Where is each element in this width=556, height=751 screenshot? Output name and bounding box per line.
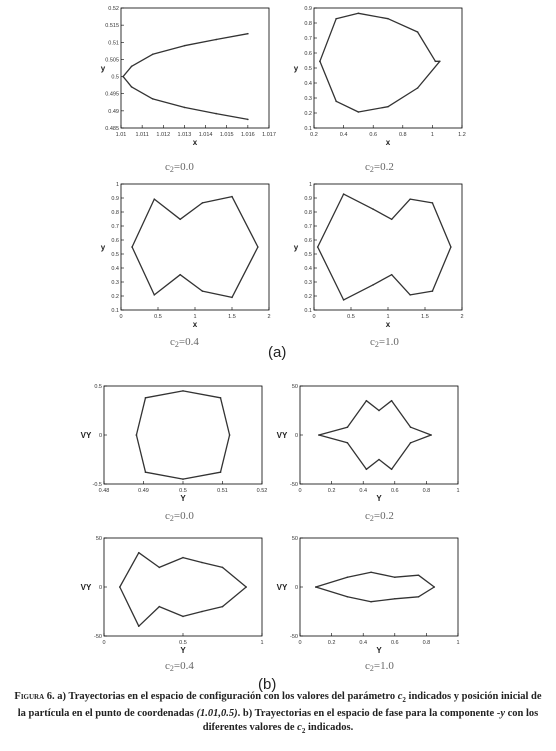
- y-tick-label: 0.2: [304, 111, 312, 117]
- data-point: [347, 442, 349, 444]
- y-tick-label: 0.8: [304, 210, 312, 216]
- param-label-a1: $c_2=0.0$: [165, 161, 194, 174]
- data-point: [131, 86, 133, 88]
- data-point: [182, 478, 184, 480]
- y-tick-label: 0.7: [304, 36, 312, 42]
- y-tick-label: 50: [291, 384, 298, 390]
- y-tick-label: 50: [291, 536, 298, 542]
- data-point: [131, 65, 133, 67]
- x-tick-label: 0.51: [217, 488, 228, 494]
- data-point: [182, 557, 184, 559]
- x-axis-label: Y: [180, 494, 186, 503]
- y-tick-label: 0.9: [304, 196, 312, 202]
- param-label-b3: $c_2=0.4$: [165, 660, 194, 673]
- x-tick-label: 1.5: [421, 314, 429, 320]
- x-axis-label: Y: [180, 646, 186, 655]
- y-tick-label: 0: [294, 585, 298, 591]
- data-point: [366, 400, 368, 402]
- caption-text-2: indicados y posición inicial de la partícula en el punto de coordenadas: [17, 691, 542, 720]
- y-tick-label: 0.6: [304, 238, 312, 244]
- plot-frame: [104, 386, 262, 484]
- caption-param: c: [397, 691, 403, 702]
- data-point: [145, 471, 147, 473]
- y-tick-label: 0.8: [304, 21, 312, 27]
- y-tick-label: 0.5: [111, 252, 119, 258]
- x-axis-label: x: [385, 138, 391, 147]
- y-tick-label: 0.51: [108, 40, 119, 47]
- data-point: [245, 586, 247, 588]
- data-point: [138, 625, 140, 627]
- y-tick-label: -50: [290, 482, 298, 488]
- y-axis-label: y: [293, 64, 299, 73]
- y-tick-label: 0: [98, 433, 102, 439]
- plot-frame: [104, 538, 262, 636]
- data-point: [439, 61, 441, 63]
- chart-a3: [95, 178, 275, 332]
- x-tick-label: 0.5: [179, 488, 187, 494]
- x-tick-label: 0.8: [398, 132, 407, 138]
- panel-a3: [95, 178, 275, 332]
- x-tick-label: 1.015: [219, 132, 234, 138]
- plot-frame: [314, 184, 462, 310]
- y-tick-label: 0.5: [111, 74, 119, 81]
- x-axis-label: Y: [376, 494, 382, 503]
- param-label-b1: $c_2=0.0$: [165, 510, 194, 523]
- data-point: [215, 113, 217, 115]
- data-point: [215, 39, 217, 41]
- data-point: [222, 567, 224, 569]
- series-line-0: [320, 13, 440, 112]
- x-tick-label: 1.2: [458, 132, 466, 138]
- data-point: [184, 45, 186, 47]
- series-line-0: [132, 197, 258, 298]
- data-point: [418, 574, 420, 576]
- chart-b4: [274, 532, 464, 658]
- data-point: [220, 397, 222, 399]
- x-tick-label: 0.6: [390, 488, 399, 494]
- data-point: [409, 198, 411, 200]
- data-point: [201, 611, 203, 613]
- data-point: [347, 596, 349, 598]
- x-tick-label: 1: [456, 640, 460, 646]
- y-tick-label: 1: [308, 182, 312, 188]
- data-point: [418, 596, 420, 598]
- data-point: [231, 297, 233, 299]
- data-point: [229, 434, 231, 436]
- data-point: [410, 426, 412, 428]
- data-point: [358, 13, 360, 15]
- param-label-a3: $c_2=0.4$: [170, 336, 199, 349]
- y-tick-label: 0.8: [111, 210, 119, 216]
- data-point: [347, 576, 349, 578]
- y-axis-label: y: [100, 64, 106, 73]
- caption-label: Figura 6.: [14, 691, 55, 702]
- y-tick-label: 0.4: [304, 81, 312, 87]
- x-tick-label: 0.8: [422, 640, 431, 646]
- data-point: [394, 598, 396, 600]
- y-axis-label: VY: [80, 583, 92, 592]
- data-point: [154, 294, 156, 296]
- data-point: [335, 18, 337, 20]
- y-tick-label: 1: [115, 182, 119, 188]
- caption-text-3: . b) Trayectorias en el espacio de fase para la componente: [237, 708, 497, 720]
- data-point: [391, 400, 393, 402]
- x-tick-label: 0.2: [327, 488, 336, 494]
- data-point: [391, 218, 393, 220]
- chart-a1: [95, 2, 275, 150]
- y-tick-label: 0.3: [304, 280, 312, 286]
- y-tick-label: 0.1: [304, 308, 312, 314]
- data-point: [417, 31, 419, 33]
- x-tick-label: 0.6: [390, 640, 399, 646]
- x-tick-label: 0.6: [369, 132, 378, 138]
- part-b-label: (b): [258, 676, 277, 693]
- plot-frame: [314, 8, 462, 128]
- series-line-0: [120, 553, 246, 627]
- panel-a4: [288, 178, 468, 332]
- y-tick-label: 0.7: [111, 224, 119, 230]
- data-point: [335, 101, 337, 103]
- x-tick-label: 0.8: [422, 488, 431, 494]
- data-point: [154, 198, 156, 200]
- y-tick-label: 0.5: [304, 66, 312, 72]
- x-tick-label: 1.014: [198, 132, 213, 138]
- data-point: [387, 106, 389, 108]
- y-tick-label: 0.3: [304, 96, 312, 102]
- figure-caption: [10, 690, 546, 738]
- data-point: [247, 119, 249, 121]
- data-point: [343, 299, 345, 301]
- series-line-0: [316, 572, 435, 601]
- y-tick-label: 0: [294, 433, 298, 439]
- data-point: [317, 246, 319, 248]
- data-point: [430, 434, 432, 436]
- series-line-0: [123, 34, 248, 120]
- data-point: [417, 87, 419, 89]
- data-point: [319, 61, 321, 63]
- data-point: [222, 606, 224, 608]
- y-tick-label: 0.5: [94, 384, 102, 390]
- caption-text-4: con los diferentes valores de: [202, 708, 539, 734]
- chart-a4: [288, 178, 468, 332]
- panel-b3: [78, 532, 268, 658]
- y-tick-label: 0.2: [304, 294, 312, 300]
- x-tick-label: 0.2: [327, 640, 336, 646]
- x-tick-label: 1.013: [177, 132, 192, 138]
- panel-b4: [274, 532, 464, 658]
- data-point: [378, 459, 380, 461]
- y-tick-label: 0.515: [105, 23, 119, 30]
- data-point: [372, 284, 374, 286]
- chart-b3: [78, 532, 268, 658]
- x-tick-label: 1.017: [262, 132, 276, 138]
- data-point: [202, 202, 204, 204]
- x-tick-label: 1: [260, 640, 264, 646]
- param-label-a4: $c_2=1.0$: [370, 336, 399, 349]
- caption-param-2: c: [297, 722, 302, 734]
- data-point: [434, 586, 436, 588]
- x-tick-label: 0: [298, 488, 302, 494]
- x-tick-label: 0.52: [256, 488, 268, 494]
- x-tick-label: 1.011: [135, 132, 149, 138]
- param-label-b4: $c_2=1.0$: [365, 660, 394, 673]
- data-point: [119, 586, 121, 588]
- x-tick-label: 0.4: [359, 640, 368, 646]
- y-tick-label: 0.4: [304, 266, 312, 272]
- y-tick-label: 0.1: [111, 308, 119, 314]
- y-tick-label: 0.2: [111, 294, 119, 300]
- x-tick-label: 0.5: [179, 640, 187, 646]
- data-point: [410, 442, 412, 444]
- x-tick-label: 0: [312, 314, 316, 320]
- data-point: [247, 33, 249, 35]
- x-tick-label: 1.012: [156, 132, 171, 138]
- chart-b2: [274, 380, 464, 506]
- y-tick-label: 0.6: [111, 238, 119, 244]
- data-point: [138, 552, 140, 554]
- data-point: [202, 290, 204, 292]
- y-axis-label: VY: [80, 431, 92, 440]
- data-point: [184, 107, 186, 109]
- y-tick-label: 0: [98, 585, 102, 591]
- y-tick-label: 0.52: [108, 6, 119, 12]
- y-tick-label: -50: [94, 634, 102, 640]
- x-tick-label: 1.01: [115, 132, 127, 138]
- chart-b1: [78, 380, 268, 506]
- data-point: [145, 397, 147, 399]
- panel-a1: [95, 2, 275, 150]
- y-tick-label: 0.6: [304, 51, 312, 57]
- x-tick-label: 0: [298, 640, 302, 646]
- data-point: [182, 616, 184, 618]
- y-axis-label: y: [293, 243, 299, 252]
- y-tick-label: 0.1: [304, 126, 312, 132]
- data-point: [372, 208, 374, 210]
- data-point: [136, 434, 138, 436]
- data-point: [315, 586, 317, 588]
- data-point: [343, 193, 345, 195]
- x-tick-label: 0.49: [138, 488, 149, 494]
- caption-coords: (1.01,0.5): [196, 708, 238, 720]
- part-a-label: (a): [268, 344, 287, 361]
- y-tick-label: 0.485: [105, 126, 119, 132]
- y-tick-label: 0.9: [111, 196, 119, 202]
- data-point: [152, 98, 154, 100]
- data-point: [152, 53, 154, 55]
- data-point: [391, 274, 393, 276]
- data-point: [131, 246, 133, 248]
- param-label-a2: $c_2=0.2$: [365, 161, 394, 174]
- chart-a2: [288, 2, 468, 150]
- data-point: [179, 274, 181, 276]
- series-line-0: [319, 401, 431, 470]
- x-axis-label: Y: [376, 646, 382, 655]
- series-line-0: [136, 391, 229, 479]
- data-point: [179, 218, 181, 220]
- x-tick-label: 1.5: [228, 314, 236, 320]
- x-tick-label: 1: [456, 488, 460, 494]
- y-axis-label: y: [100, 243, 106, 252]
- data-point: [435, 61, 437, 63]
- x-tick-label: 1: [386, 314, 390, 320]
- caption-param-sub: 2: [402, 696, 406, 705]
- data-point: [387, 18, 389, 20]
- y-tick-label: 0.5: [304, 252, 312, 258]
- data-point: [450, 246, 452, 248]
- x-tick-label: 2: [460, 314, 464, 320]
- data-point: [358, 111, 360, 113]
- x-tick-label: 0.4: [359, 488, 368, 494]
- data-point: [159, 606, 161, 608]
- data-point: [220, 471, 222, 473]
- y-tick-label: -0.5: [92, 482, 102, 488]
- data-point: [122, 76, 124, 78]
- y-tick-label: 0.3: [111, 280, 119, 286]
- y-tick-label: 0.9: [304, 6, 312, 12]
- data-point: [370, 572, 372, 574]
- x-axis-label: x: [192, 320, 198, 329]
- panel-b1: [78, 380, 268, 506]
- y-tick-label: 0.49: [108, 108, 119, 115]
- x-tick-label: 1: [193, 314, 197, 320]
- x-tick-label: 2: [267, 314, 271, 320]
- data-point: [391, 469, 393, 471]
- y-tick-label: 0.7: [304, 224, 312, 230]
- data-point: [394, 576, 396, 578]
- x-axis-label: x: [192, 138, 198, 147]
- caption-text-1: a) Trayectorias en el espacio de configuración con los valores del parámetro: [54, 691, 398, 702]
- plot-frame: [300, 386, 458, 484]
- data-point: [409, 294, 411, 296]
- caption-text-5: indicados.: [305, 722, 354, 734]
- data-point: [159, 567, 161, 569]
- caption-component: -y: [496, 708, 505, 720]
- y-tick-label: 0.505: [105, 57, 119, 64]
- y-tick-label: 0.495: [105, 91, 119, 98]
- x-tick-label: 0.5: [347, 314, 355, 320]
- data-point: [182, 390, 184, 392]
- data-point: [231, 196, 233, 198]
- y-tick-label: 50: [95, 536, 102, 542]
- x-tick-label: 0: [119, 314, 123, 320]
- y-axis-label: VY: [276, 431, 288, 440]
- panel-a2: [288, 2, 468, 150]
- plot-frame: [121, 184, 269, 310]
- x-tick-label: 1.016: [240, 132, 255, 138]
- x-axis-label: x: [385, 320, 391, 329]
- data-point: [318, 434, 320, 436]
- data-point: [347, 426, 349, 428]
- data-point: [432, 202, 434, 204]
- panel-b2: [274, 380, 464, 506]
- series-line-0: [318, 194, 451, 300]
- x-tick-label: 1: [430, 132, 434, 138]
- data-point: [378, 410, 380, 412]
- x-tick-label: 0: [102, 640, 106, 646]
- y-tick-label: -50: [290, 634, 298, 640]
- x-tick-label: 0.4: [339, 132, 348, 138]
- x-tick-label: 0.48: [98, 488, 110, 494]
- data-point: [366, 469, 368, 471]
- param-label-b2: $c_2=0.2$: [365, 510, 394, 523]
- data-point: [370, 601, 372, 603]
- y-tick-label: 0.4: [111, 266, 119, 272]
- data-point: [257, 246, 259, 248]
- x-tick-label: 0.5: [154, 314, 162, 320]
- data-point: [432, 290, 434, 292]
- x-tick-label: 0.2: [310, 132, 318, 138]
- data-point: [201, 562, 203, 564]
- caption-param-sub-2: 2: [301, 727, 306, 736]
- y-axis-label: VY: [276, 583, 288, 592]
